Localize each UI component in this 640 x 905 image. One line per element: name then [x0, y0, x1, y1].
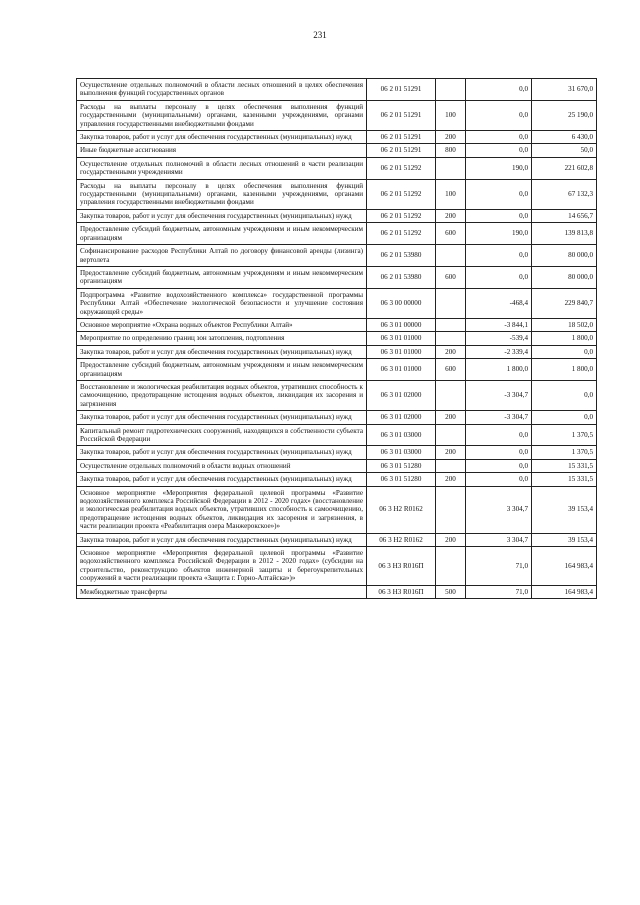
- row-total-amount: 25 190,0: [532, 100, 597, 130]
- table-row: [77, 318, 597, 331]
- row-expense-type: [436, 547, 466, 586]
- row-total-amount: 39 153,4: [532, 533, 597, 546]
- row-code: 06 3 01 02000: [367, 380, 436, 410]
- table-row: [77, 359, 597, 381]
- table-row: [77, 288, 597, 318]
- row-expense-type: [436, 245, 466, 267]
- table-row: [77, 179, 597, 209]
- row-expense-type: 200: [436, 533, 466, 546]
- row-total-amount: 0,0: [532, 345, 597, 358]
- row-total-amount: 1 800,0: [532, 359, 597, 381]
- row-code: 06 3 Н2 R0162: [367, 486, 436, 533]
- row-expense-type: 200: [436, 209, 466, 222]
- row-expense-type: 600: [436, 266, 466, 288]
- row-name: Закупка товаров, работ и услуг для обеспечения государственных (муниципальных) нужд: [77, 411, 367, 424]
- table-row: [77, 473, 597, 486]
- row-name: Межбюджетные трансферты: [77, 585, 367, 598]
- row-code: 06 3 00 00000: [367, 288, 436, 318]
- row-code: 06 3 01 01000: [367, 359, 436, 381]
- row-name: Осуществление отдельных полномочий в области лесных отношений в целях обеспечения выполнения функций государственных органов: [77, 79, 367, 101]
- row-code: 06 3 Н2 R0162: [367, 533, 436, 546]
- row-expense-type: [436, 380, 466, 410]
- row-change-amount: 0,0: [466, 424, 532, 446]
- table-row: [77, 100, 597, 130]
- table-row: [77, 424, 597, 446]
- row-change-amount: 0,0: [466, 459, 532, 472]
- row-name: Закупка товаров, работ и услуг для обеспечения государственных (муниципальных) нужд: [77, 131, 367, 144]
- table-row: [77, 446, 597, 459]
- budget-table: [76, 78, 597, 599]
- row-code: 06 3 01 02000: [367, 411, 436, 424]
- row-change-amount: 0,0: [466, 100, 532, 130]
- row-name: Предоставление субсидий бюджетным, автономным учреждениям и иным некоммерческим организациям: [77, 359, 367, 381]
- row-code: 06 3 01 51280: [367, 459, 436, 472]
- table-row: [77, 380, 597, 410]
- table-row: [77, 486, 597, 533]
- row-name: Предоставление субсидий бюджетным, автономным учреждениям и иным некоммерческим организациям: [77, 266, 367, 288]
- row-name: Основное мероприятие «Мероприятия федеральной целевой программы «Развитие водохозяйственного комплекса Российской Федерации в 2012 - 2020 годах» (восстановление и экологическая реабилитация водных объектов, утративших способность к самоочищению, предотвращение истощения водных объектов, ликвидация их засорения и загрязнения, в части реализации проекта «Реабилитация озера Манжерокское»)»: [77, 486, 367, 533]
- row-change-amount: 71,0: [466, 547, 532, 586]
- row-change-amount: 190,0: [466, 223, 532, 245]
- table-row: [77, 144, 597, 157]
- row-change-amount: 71,0: [466, 585, 532, 598]
- row-change-amount: 1 800,0: [466, 359, 532, 381]
- row-code: 06 3 01 01000: [367, 332, 436, 345]
- page-number: 231: [313, 30, 327, 40]
- row-expense-type: [436, 332, 466, 345]
- row-expense-type: 500: [436, 585, 466, 598]
- row-name: Закупка товаров, работ и услуг для обеспечения государственных (муниципальных) нужд: [77, 446, 367, 459]
- row-name: Закупка товаров, работ и услуг для обеспечения государственных (муниципальных) нужд: [77, 473, 367, 486]
- row-total-amount: 139 813,8: [532, 223, 597, 245]
- row-code: 06 2 01 51291: [367, 79, 436, 101]
- row-name: Софинансирование расходов Республики Алтай по договору финансовой аренды (лизинга) вертолета: [77, 245, 367, 267]
- row-name: Мероприятие по определению границ зон затопления, подтопления: [77, 332, 367, 345]
- row-expense-type: 800: [436, 144, 466, 157]
- row-code: 06 3 01 01000: [367, 345, 436, 358]
- row-code: 06 2 01 51292: [367, 157, 436, 179]
- budget-table-body: [77, 79, 597, 599]
- row-code: 06 3 01 51280: [367, 473, 436, 486]
- row-expense-type: [436, 288, 466, 318]
- row-expense-type: 600: [436, 359, 466, 381]
- row-total-amount: 1 370,5: [532, 446, 597, 459]
- row-expense-type: 200: [436, 473, 466, 486]
- row-code: 06 3 01 03000: [367, 446, 436, 459]
- row-total-amount: 15 331,5: [532, 473, 597, 486]
- row-total-amount: 0,0: [532, 411, 597, 424]
- table-row: [77, 332, 597, 345]
- row-expense-type: 200: [436, 131, 466, 144]
- table-row: [77, 79, 597, 101]
- row-total-amount: 80 000,0: [532, 245, 597, 267]
- table-row: [77, 245, 597, 267]
- row-name: Капитальный ремонт гидротехнических сооружений, находящихся в собственности субъекта Российской Федерации: [77, 424, 367, 446]
- row-code: 06 3 01 00000: [367, 318, 436, 331]
- row-total-amount: 31 670,0: [532, 79, 597, 101]
- row-change-amount: -539,4: [466, 332, 532, 345]
- row-expense-type: 200: [436, 446, 466, 459]
- row-code: 06 2 01 51291: [367, 131, 436, 144]
- row-change-amount: 0,0: [466, 209, 532, 222]
- row-expense-type: [436, 486, 466, 533]
- row-name: Восстановление и экологическая реабилитация водных объектов, утративших способность к самоочищению, предотвращение истощения водных объектов, ликвидация их засорения и загрязнения: [77, 380, 367, 410]
- row-change-amount: 0,0: [466, 266, 532, 288]
- row-name: Предоставление субсидий бюджетным, автономным учреждениям и иным некоммерческим организациям: [77, 223, 367, 245]
- row-total-amount: 1 800,0: [532, 332, 597, 345]
- row-total-amount: 80 000,0: [532, 266, 597, 288]
- row-code: 06 2 01 51291: [367, 144, 436, 157]
- row-total-amount: 164 983,4: [532, 585, 597, 598]
- row-expense-type: 200: [436, 411, 466, 424]
- row-change-amount: 0,0: [466, 131, 532, 144]
- row-name: Расходы на выплаты персоналу в целях обеспечения выполнения функций государственными (муниципальными) органами, казенными учреждениями, органами управления государственными внебюджетными фондами: [77, 179, 367, 209]
- row-total-amount: 221 602,8: [532, 157, 597, 179]
- row-total-amount: 39 153,4: [532, 486, 597, 533]
- row-name: Закупка товаров, работ и услуг для обеспечения государственных (муниципальных) нужд: [77, 345, 367, 358]
- row-change-amount: 0,0: [466, 245, 532, 267]
- row-total-amount: 50,0: [532, 144, 597, 157]
- row-expense-type: [436, 157, 466, 179]
- row-change-amount: 0,0: [466, 446, 532, 459]
- row-change-amount: 190,0: [466, 157, 532, 179]
- row-code: 06 2 01 51291: [367, 100, 436, 130]
- row-total-amount: 229 840,7: [532, 288, 597, 318]
- row-code: 06 3 Н3 R016П: [367, 547, 436, 586]
- row-change-amount: -3 304,7: [466, 380, 532, 410]
- row-code: 06 2 01 51292: [367, 223, 436, 245]
- row-code: 06 3 Н3 R016П: [367, 585, 436, 598]
- table-row: [77, 411, 597, 424]
- table-row: [77, 157, 597, 179]
- row-code: 06 3 01 03000: [367, 424, 436, 446]
- row-name: Осуществление отдельных полномочий в области лесных отношений в части реализации государственными учреждениями: [77, 157, 367, 179]
- table-row: [77, 585, 597, 598]
- row-total-amount: 0,0: [532, 380, 597, 410]
- row-name: Осуществление отдельных полномочий в области водных отношений: [77, 459, 367, 472]
- row-change-amount: -468,4: [466, 288, 532, 318]
- row-expense-type: [436, 79, 466, 101]
- row-name: Основное мероприятие «Охрана водных объектов Республики Алтай»: [77, 318, 367, 331]
- row-change-amount: 0,0: [466, 79, 532, 101]
- row-name: Подпрограмма «Развитие водохозяйственного комплекса» государственной программы Республики Алтай «Обеспечение экологической безопасности и улучшение состояния окружающей среды»: [77, 288, 367, 318]
- table-row: [77, 131, 597, 144]
- row-change-amount: -3 844,1: [466, 318, 532, 331]
- row-change-amount: 0,0: [466, 473, 532, 486]
- row-expense-type: 100: [436, 179, 466, 209]
- table-row: [77, 533, 597, 546]
- table-row: [77, 266, 597, 288]
- row-change-amount: 0,0: [466, 179, 532, 209]
- row-code: 06 2 01 51292: [367, 209, 436, 222]
- table-row: [77, 209, 597, 222]
- table-row: [77, 223, 597, 245]
- row-name: Основное мероприятие «Мероприятия федеральной целевой программы «Развитие водохозяйственного комплекса Российской Федерации в 2012 - 2020 годах» (субсидии на строительство, реконструкцию объектов инженерной защиты и берегоукрепительных сооружений в части реализации проекта «Защита г. Горно-Алтайска»)»: [77, 547, 367, 586]
- row-change-amount: -3 304,7: [466, 411, 532, 424]
- row-expense-type: 600: [436, 223, 466, 245]
- table-row: [77, 547, 597, 586]
- row-total-amount: 18 502,0: [532, 318, 597, 331]
- row-total-amount: 1 370,5: [532, 424, 597, 446]
- row-name: Закупка товаров, работ и услуг для обеспечения государственных (муниципальных) нужд: [77, 533, 367, 546]
- table-row: [77, 345, 597, 358]
- row-change-amount: -2 339,4: [466, 345, 532, 358]
- row-change-amount: 3 304,7: [466, 533, 532, 546]
- row-total-amount: 15 331,5: [532, 459, 597, 472]
- row-total-amount: 164 983,4: [532, 547, 597, 586]
- row-code: 06 2 01 53980: [367, 245, 436, 267]
- row-total-amount: 14 656,7: [532, 209, 597, 222]
- row-expense-type: [436, 318, 466, 331]
- row-code: 06 2 01 53980: [367, 266, 436, 288]
- table-row: [77, 459, 597, 472]
- row-name: Закупка товаров, работ и услуг для обеспечения государственных (муниципальных) нужд: [77, 209, 367, 222]
- row-expense-type: 200: [436, 345, 466, 358]
- row-total-amount: 6 430,0: [532, 131, 597, 144]
- row-change-amount: 3 304,7: [466, 486, 532, 533]
- row-expense-type: [436, 459, 466, 472]
- row-expense-type: 100: [436, 100, 466, 130]
- row-name: Расходы на выплаты персоналу в целях обеспечения выполнения функций государственными (муниципальными) органами, казенными учреждениями, органами управления государственными внебюджетными фондами: [77, 100, 367, 130]
- row-code: 06 2 01 51292: [367, 179, 436, 209]
- row-change-amount: 0,0: [466, 144, 532, 157]
- row-name: Иные бюджетные ассигнования: [77, 144, 367, 157]
- row-expense-type: [436, 424, 466, 446]
- row-total-amount: 67 132,3: [532, 179, 597, 209]
